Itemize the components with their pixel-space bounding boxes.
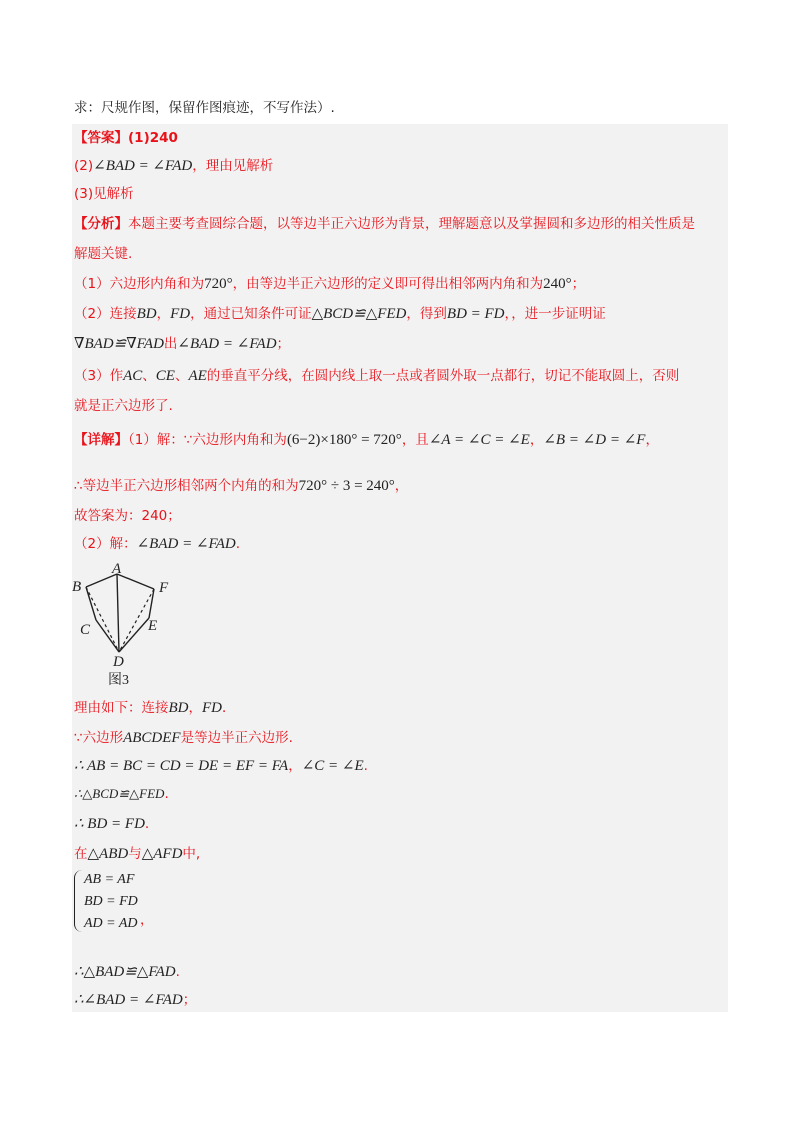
- proof-r6-math-1: △ABD: [87, 846, 129, 862]
- detail-l4-end: .: [235, 536, 241, 552]
- proof-r2-pre: ∵六边形: [74, 730, 124, 746]
- answer-2-prefix: (2): [74, 158, 94, 174]
- detail-l1-mid: ，且: [401, 432, 429, 448]
- edge-fe: [149, 589, 154, 618]
- answer-tag: 【答案】: [74, 130, 128, 146]
- p2b-math-1: ∇BAD≌∇FAD: [74, 336, 164, 352]
- detail-l2-pre: ∴等边半正六边形相邻两个内角的和为: [74, 478, 299, 494]
- proof-line-5: [74, 814, 149, 834]
- dashed-bd: [86, 587, 119, 652]
- detail-line-4: [74, 534, 240, 554]
- proof-line-1: [74, 698, 236, 718]
- proof-r1-end: ．: [222, 700, 236, 716]
- detail-l4-pre: （2）解：: [74, 536, 137, 552]
- label-c: C: [80, 622, 91, 638]
- p3-math-ac: AC: [123, 368, 143, 384]
- p3-pre: （3）作: [74, 368, 124, 384]
- detail-l1-sep: ，: [529, 432, 544, 448]
- p2-sep: ，: [156, 306, 171, 322]
- detail-l1-math-3: ∠B = ∠D = ∠F: [543, 432, 646, 448]
- edge-af: [117, 574, 154, 589]
- p1-end: ；: [571, 276, 586, 292]
- detail-l1-math-2: ∠A = ∠C = ∠E: [428, 432, 530, 448]
- p3-math-ce: CE: [155, 368, 175, 384]
- proof-r3-math-2: ∠C = ∠E: [301, 758, 364, 774]
- p2-pre: （2）连接: [74, 306, 137, 322]
- p3-text: 的垂直平分线，在圆内线上取一点或者圆外取一点都行，切记不能取圆上，否则: [206, 368, 680, 384]
- system-eq-2: BD = FD: [84, 894, 138, 909]
- edge-ed: [119, 618, 149, 652]
- label-f: F: [159, 580, 169, 596]
- proof-line-6: [74, 844, 200, 864]
- figure-caption: 图3: [108, 673, 129, 688]
- hexagon-outline: [86, 574, 154, 652]
- edge-cd: [96, 620, 119, 652]
- p2-end: ，，进一步证明证: [504, 306, 606, 322]
- answer-1: (1)240: [128, 130, 178, 146]
- proof-r2-math: ABCDEF: [123, 730, 181, 746]
- proof-r1-pre: 理由如下：连接: [74, 700, 169, 716]
- p2-math-bd: BD: [136, 306, 157, 322]
- analysis-point-3: （3）作AC、CE、AE的垂直平分线，在圆内线上取一点或者圆外取一点都行，切记不能取圆上，否则: [74, 368, 680, 384]
- analysis-line-2: 解题关键.: [74, 246, 133, 262]
- label-b: B: [72, 579, 82, 595]
- label-d: D: [113, 654, 124, 670]
- p2b-math-2: ∠BAD = ∠FAD: [177, 336, 277, 352]
- detail-tag: 【详解】: [74, 432, 128, 448]
- p2b-end: ；: [276, 336, 291, 352]
- p2-math-fd: FD: [170, 306, 191, 322]
- p1-math-1: 720°: [204, 276, 233, 292]
- label-e: E: [148, 618, 158, 634]
- analysis-point-2: [74, 304, 606, 324]
- proof-r3-math-1: ∴ AB = BC = CD = DE = EF = FA: [74, 758, 289, 774]
- proof-line-7: [74, 962, 180, 982]
- proof-line-8: [74, 990, 196, 1010]
- proof-r7-math: ∴△BAD≌△FAD: [74, 964, 176, 980]
- detail-l1-end: ，: [645, 432, 659, 448]
- p1-mid: ，由等边半正六边形的定义即可得出相邻两内角和为: [232, 276, 544, 292]
- proof-r4-math: ∴△BCD≌△FED: [74, 786, 165, 801]
- analysis-tag: 【分析】: [74, 216, 128, 232]
- proof-line-2: [74, 728, 293, 748]
- answer-line-3: (3)见解析: [74, 186, 134, 202]
- detail-l2-math: 720° ÷ 3 = 240°: [298, 478, 395, 494]
- label-a: A: [112, 561, 122, 577]
- proof-r6-end: 中,: [182, 846, 201, 862]
- intro-text: 求：尺规作图，保留作图痕迹，不写作法）.: [74, 100, 335, 116]
- segment-ad: [117, 574, 119, 652]
- detail-l1-pre: （1）解：∵六边形内角和为: [128, 432, 287, 448]
- detail-l1-math-1: (6−2)×180° = 720°: [286, 432, 402, 448]
- proof-r2-end: 是等边半正六边形.: [180, 730, 293, 746]
- answer-2-math: ∠BAD = ∠FAD: [93, 158, 193, 174]
- proof-r3-end: .: [363, 758, 368, 774]
- answer-line-2: [74, 156, 273, 176]
- hexagon-figure: [66, 560, 196, 690]
- system-brace: [74, 870, 83, 932]
- p2-mid: ，通过已知条件可证: [190, 306, 312, 322]
- proof-r1-math-2: FD: [202, 700, 222, 716]
- proof-r5-math: ∴ BD = FD: [74, 816, 145, 832]
- proof-r1-math-1: BD: [168, 700, 189, 716]
- proof-r4-end: .: [164, 786, 169, 802]
- detail-line-1: [74, 430, 659, 450]
- detail-line-3: 故答案为：240；: [74, 508, 181, 524]
- answer-2-text: ，理由见解析: [192, 158, 274, 174]
- detail-l2-end: ，: [394, 478, 409, 494]
- system-eq-3: AD = AD: [84, 916, 138, 931]
- proof-r8-end: ；: [182, 992, 197, 1008]
- p2-math-congruence: △BCD≌△FED: [311, 306, 407, 322]
- answer-line-1: [74, 128, 178, 148]
- analysis-point-3-cont: 就是正六边形了.: [74, 398, 173, 414]
- proof-r7-end: .: [175, 964, 180, 980]
- proof-line-4: [74, 784, 169, 804]
- proof-r5-end: .: [144, 816, 150, 832]
- analysis-point-1: [74, 274, 585, 294]
- p2-mid2: ，得到: [406, 306, 447, 322]
- proof-line-3: [74, 756, 368, 776]
- proof-r6-math-2: △AFD: [141, 846, 183, 862]
- detail-l4-math: ∠BAD = ∠FAD: [136, 536, 236, 552]
- analysis-point-2-cont: [74, 334, 290, 354]
- proof-r1-sep: ，: [188, 700, 202, 716]
- proof-r8-math: ∴∠BAD = ∠FAD: [74, 992, 183, 1008]
- detail-line-2: [74, 476, 408, 496]
- proof-r6-mid: 与: [128, 846, 142, 862]
- proof-r3-sep: ，: [288, 758, 302, 774]
- analysis-text: 本题主要考查圆综合题，以等边半正六边形为背景，理解题意以及掌握圆和多边形的相关性质是: [128, 216, 695, 232]
- p1-pre: （1）六边形内角和为: [74, 276, 205, 292]
- p3-math-ae: AE: [188, 368, 207, 384]
- system-end: ，: [140, 912, 154, 928]
- p2-math-bdfd: BD = FD: [446, 306, 505, 322]
- system-eq-1: AB = AF: [84, 872, 135, 887]
- analysis-line-1: [74, 214, 695, 234]
- p2b-mid: 出: [163, 336, 178, 352]
- p1-math-2: 240°: [543, 276, 572, 292]
- proof-r6-pre: 在: [74, 846, 88, 862]
